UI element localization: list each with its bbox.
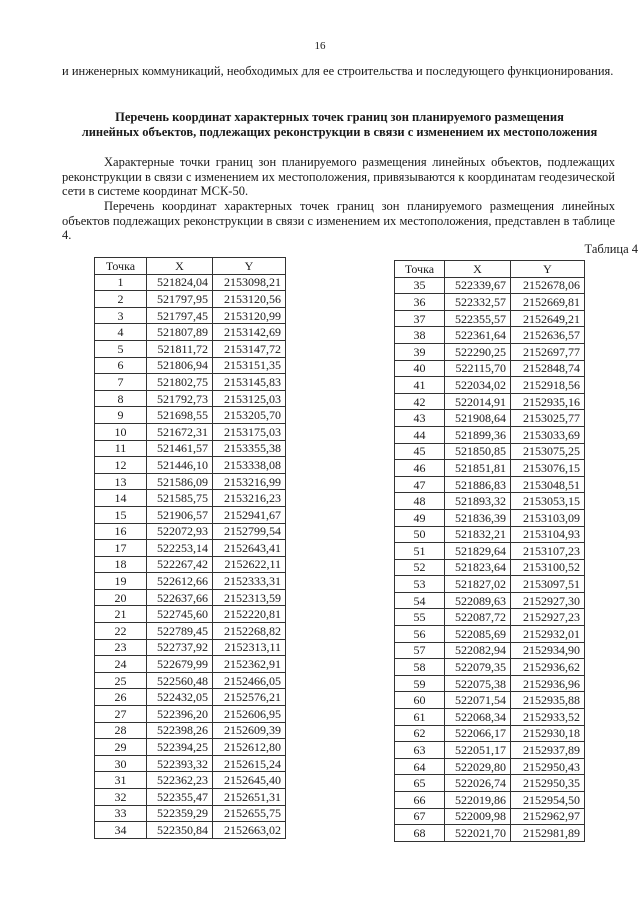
cell-point: 32	[95, 789, 147, 806]
intro-paragraph: и инженерных коммуникаций, необходимых для ее строительства и последующего функционирования.	[62, 64, 614, 78]
cell-point: 28	[95, 722, 147, 739]
cell-point: 65	[395, 775, 445, 792]
cell-x: 522394,25	[147, 739, 213, 756]
cell-y: 2153145,83	[213, 374, 286, 391]
table-row	[395, 377, 585, 394]
cell-point: 38	[395, 327, 445, 344]
cell-y: 2153120,56	[213, 291, 286, 308]
cell-y: 2153053,15	[511, 493, 585, 510]
cell-point: 44	[395, 426, 445, 443]
table-row	[95, 407, 286, 424]
cell-x: 522253,14	[147, 540, 213, 557]
cell-point: 53	[395, 576, 445, 593]
table-row	[95, 589, 286, 606]
table-row	[395, 659, 585, 676]
cell-y: 2152697,77	[511, 343, 585, 360]
cell-point: 56	[395, 626, 445, 643]
cell-point: 39	[395, 343, 445, 360]
cell-y: 2152576,21	[213, 689, 286, 706]
cell-x: 522051,17	[445, 742, 511, 759]
cell-x: 522612,66	[147, 573, 213, 590]
cell-point: 61	[395, 709, 445, 726]
table-row	[95, 457, 286, 474]
paragraph-coordinates-system: Характерные точки границ зон планируемого размещения линейных объектов, подлежащих реконструкции в связи с изменением их местоположения, привязываются к координатам геодезической сети в системе координат МСК-50.	[62, 155, 615, 198]
cell-x: 522637,66	[147, 589, 213, 606]
cell-point: 41	[395, 377, 445, 394]
table-row	[395, 725, 585, 742]
cell-y: 2152950,43	[511, 758, 585, 775]
cell-point: 55	[395, 609, 445, 626]
table-row	[395, 576, 585, 593]
cell-y: 2153355,38	[213, 440, 286, 457]
table-header-row	[95, 258, 286, 275]
cell-x: 522072,93	[147, 523, 213, 540]
table-row	[95, 423, 286, 440]
table-row	[95, 789, 286, 806]
cell-x: 521906,57	[147, 506, 213, 523]
cell-y: 2152932,01	[511, 626, 585, 643]
cell-x: 522355,47	[147, 789, 213, 806]
cell-point: 1	[95, 274, 147, 291]
cell-x: 522021,70	[445, 825, 511, 842]
cell-x: 522034,02	[445, 377, 511, 394]
table-row	[95, 556, 286, 573]
cell-point: 26	[95, 689, 147, 706]
cell-y: 2152606,95	[213, 706, 286, 723]
cell-x: 521446,10	[147, 457, 213, 474]
cell-y: 2153175,03	[213, 423, 286, 440]
cell-x: 522361,64	[445, 327, 511, 344]
table-row	[95, 523, 286, 540]
table-row	[95, 573, 286, 590]
cell-x: 521806,94	[147, 357, 213, 374]
cell-x: 522393,32	[147, 755, 213, 772]
cell-y: 2152669,81	[511, 294, 585, 311]
table-row	[95, 822, 286, 839]
table-row	[395, 775, 585, 792]
cell-y: 2152678,06	[511, 277, 585, 294]
cell-x: 522115,70	[445, 360, 511, 377]
cell-y: 2153147,72	[213, 340, 286, 357]
table-row	[395, 592, 585, 609]
cell-point: 42	[395, 393, 445, 410]
cell-point: 12	[95, 457, 147, 474]
cell-point: 45	[395, 443, 445, 460]
cell-y: 2153075,25	[511, 443, 585, 460]
table-row	[395, 360, 585, 377]
heading-line-1: Перечень координат характерных точек границ зон планируемого размещения	[115, 110, 564, 124]
table-row	[95, 540, 286, 557]
cell-y: 2152918,56	[511, 377, 585, 394]
cell-y: 2152935,88	[511, 692, 585, 709]
cell-y: 2152950,35	[511, 775, 585, 792]
cell-x: 522026,74	[445, 775, 511, 792]
cell-point: 8	[95, 390, 147, 407]
table-row	[95, 324, 286, 341]
cell-x: 522087,72	[445, 609, 511, 626]
cell-x: 521698,55	[147, 407, 213, 424]
cell-y: 2152927,23	[511, 609, 585, 626]
cell-x: 522789,45	[147, 623, 213, 640]
header-x: X	[147, 258, 213, 275]
cell-point: 16	[95, 523, 147, 540]
cell-point: 34	[95, 822, 147, 839]
cell-y: 2152954,50	[511, 792, 585, 809]
cell-x: 522082,94	[445, 642, 511, 659]
cell-x: 521829,64	[445, 543, 511, 560]
cell-x: 522432,05	[147, 689, 213, 706]
cell-y: 2153205,70	[213, 407, 286, 424]
table-row	[395, 410, 585, 427]
cell-y: 2152927,30	[511, 592, 585, 609]
cell-y: 2153103,09	[511, 509, 585, 526]
table-row	[95, 440, 286, 457]
cell-x: 521823,64	[445, 559, 511, 576]
header-y: Y	[511, 261, 585, 278]
paragraph-table-reference: Перечень координат характерных точек границ зон планируемого размещения линейных объектов подлежащих реконструкции в связи с изменением их местоположения, представлен в таблице 4.	[62, 199, 615, 242]
table-row	[395, 543, 585, 560]
cell-x: 521797,45	[147, 307, 213, 324]
table-row	[95, 340, 286, 357]
cell-y: 2153076,15	[511, 460, 585, 477]
cell-point: 7	[95, 374, 147, 391]
cell-y: 2152466,05	[213, 672, 286, 689]
cell-y: 2152933,52	[511, 709, 585, 726]
cell-y: 2152848,74	[511, 360, 585, 377]
cell-x: 522560,48	[147, 672, 213, 689]
table-row	[395, 476, 585, 493]
cell-x: 522398,26	[147, 722, 213, 739]
table-row	[395, 792, 585, 809]
cell-y: 2152663,02	[213, 822, 286, 839]
cell-point: 43	[395, 410, 445, 427]
table-row	[395, 393, 585, 410]
cell-point: 40	[395, 360, 445, 377]
cell-x: 522089,63	[445, 592, 511, 609]
cell-point: 52	[395, 559, 445, 576]
cell-point: 25	[95, 672, 147, 689]
table-row	[95, 490, 286, 507]
cell-x: 521811,72	[147, 340, 213, 357]
cell-point: 57	[395, 642, 445, 659]
table-row	[395, 692, 585, 709]
table-row	[395, 808, 585, 825]
cell-y: 2152934,90	[511, 642, 585, 659]
cell-x: 521908,64	[445, 410, 511, 427]
cell-y: 2152649,21	[511, 310, 585, 327]
cell-y: 2152962,97	[511, 808, 585, 825]
cell-point: 23	[95, 639, 147, 656]
section-heading	[62, 110, 617, 140]
cell-point: 54	[395, 592, 445, 609]
cell-x: 522350,84	[147, 822, 213, 839]
table-row	[395, 493, 585, 510]
header-y: Y	[213, 258, 286, 275]
cell-x: 522396,20	[147, 706, 213, 723]
table-row	[95, 606, 286, 623]
cell-point: 59	[395, 675, 445, 692]
cell-point: 11	[95, 440, 147, 457]
cell-x: 522079,35	[445, 659, 511, 676]
table-row	[95, 656, 286, 673]
cell-point: 68	[395, 825, 445, 842]
cell-point: 62	[395, 725, 445, 742]
cell-y: 2152612,80	[213, 739, 286, 756]
cell-x: 522339,67	[445, 277, 511, 294]
cell-point: 48	[395, 493, 445, 510]
cell-x: 521585,75	[147, 490, 213, 507]
cell-y: 2153104,93	[511, 526, 585, 543]
table-row	[395, 277, 585, 294]
cell-point: 60	[395, 692, 445, 709]
cell-x: 521461,57	[147, 440, 213, 457]
cell-point: 49	[395, 509, 445, 526]
cell-y: 2153120,99	[213, 307, 286, 324]
cell-x: 522009,98	[445, 808, 511, 825]
cell-y: 2152615,24	[213, 755, 286, 772]
cell-y: 2153142,69	[213, 324, 286, 341]
table-row	[95, 473, 286, 490]
cell-x: 522679,99	[147, 656, 213, 673]
cell-point: 17	[95, 540, 147, 557]
cell-point: 47	[395, 476, 445, 493]
cell-x: 521792,73	[147, 390, 213, 407]
cell-point: 46	[395, 460, 445, 477]
table-row	[95, 274, 286, 291]
table-row	[395, 343, 585, 360]
cell-point: 3	[95, 307, 147, 324]
cell-y: 2153048,51	[511, 476, 585, 493]
cell-y: 2152645,40	[213, 772, 286, 789]
cell-y: 2153025,77	[511, 410, 585, 427]
cell-point: 33	[95, 805, 147, 822]
cell-x: 522359,29	[147, 805, 213, 822]
cell-point: 37	[395, 310, 445, 327]
table-row	[395, 310, 585, 327]
table-row	[95, 772, 286, 789]
table-row	[95, 739, 286, 756]
cell-point: 36	[395, 294, 445, 311]
cell-x: 522066,17	[445, 725, 511, 742]
cell-point: 6	[95, 357, 147, 374]
table-header-row	[395, 261, 585, 278]
coordinates-table-right	[394, 260, 585, 842]
cell-point: 63	[395, 742, 445, 759]
cell-x: 521827,02	[445, 576, 511, 593]
cell-y: 2152930,18	[511, 725, 585, 742]
cell-x: 522290,25	[445, 343, 511, 360]
cell-point: 51	[395, 543, 445, 560]
cell-y: 2153216,23	[213, 490, 286, 507]
table-row	[395, 460, 585, 477]
table-row	[395, 642, 585, 659]
cell-x: 521850,85	[445, 443, 511, 460]
cell-x: 522355,57	[445, 310, 511, 327]
cell-y: 2152937,89	[511, 742, 585, 759]
cell-point: 5	[95, 340, 147, 357]
cell-y: 2153098,21	[213, 274, 286, 291]
cell-point: 24	[95, 656, 147, 673]
table-row	[95, 722, 286, 739]
cell-x: 522068,34	[445, 709, 511, 726]
cell-x: 521836,39	[445, 509, 511, 526]
cell-x: 521886,83	[445, 476, 511, 493]
cell-x: 522332,57	[445, 294, 511, 311]
cell-x: 522085,69	[445, 626, 511, 643]
heading-line-2: линейных объектов, подлежащих реконструкции в связи с изменением их местоположения	[81, 125, 598, 139]
cell-y: 2152935,16	[511, 393, 585, 410]
cell-x: 522737,92	[147, 639, 213, 656]
cell-y: 2152941,67	[213, 506, 286, 523]
table-row	[95, 307, 286, 324]
cell-y: 2152636,57	[511, 327, 585, 344]
cell-x: 521802,75	[147, 374, 213, 391]
cell-point: 50	[395, 526, 445, 543]
cell-y: 2152936,62	[511, 659, 585, 676]
cell-x: 522029,80	[445, 758, 511, 775]
table-row	[395, 294, 585, 311]
cell-point: 35	[395, 277, 445, 294]
table-row	[95, 689, 286, 706]
table-row	[395, 443, 585, 460]
cell-y: 2152220,81	[213, 606, 286, 623]
table-row	[95, 390, 286, 407]
cell-y: 2152643,41	[213, 540, 286, 557]
cell-y: 2152651,31	[213, 789, 286, 806]
cell-point: 4	[95, 324, 147, 341]
cell-y: 2153216,99	[213, 473, 286, 490]
cell-point: 10	[95, 423, 147, 440]
table-caption: Таблица 4	[584, 242, 638, 256]
table-row	[395, 758, 585, 775]
cell-point: 15	[95, 506, 147, 523]
cell-y: 2152362,91	[213, 656, 286, 673]
cell-x: 521672,31	[147, 423, 213, 440]
header-x: X	[445, 261, 511, 278]
cell-y: 2152313,59	[213, 589, 286, 606]
cell-x: 521797,95	[147, 291, 213, 308]
cell-y: 2152981,89	[511, 825, 585, 842]
cell-point: 58	[395, 659, 445, 676]
cell-point: 18	[95, 556, 147, 573]
header-point: Точка	[395, 261, 445, 278]
cell-y: 2153151,35	[213, 357, 286, 374]
cell-point: 29	[95, 739, 147, 756]
cell-y: 2152655,75	[213, 805, 286, 822]
table-row	[395, 526, 585, 543]
cell-x: 521824,04	[147, 274, 213, 291]
cell-point: 9	[95, 407, 147, 424]
table-row	[95, 805, 286, 822]
cell-x: 522075,38	[445, 675, 511, 692]
cell-point: 30	[95, 755, 147, 772]
cell-x: 521807,89	[147, 324, 213, 341]
cell-point: 64	[395, 758, 445, 775]
table-row	[395, 742, 585, 759]
cell-x: 522014,91	[445, 393, 511, 410]
cell-y: 2152609,39	[213, 722, 286, 739]
table-row	[95, 623, 286, 640]
table-row	[95, 706, 286, 723]
cell-y: 2152936,96	[511, 675, 585, 692]
cell-x: 522019,86	[445, 792, 511, 809]
table-row	[395, 559, 585, 576]
cell-x: 522071,54	[445, 692, 511, 709]
cell-x: 521851,81	[445, 460, 511, 477]
page-number: 16	[314, 40, 326, 52]
cell-point: 67	[395, 808, 445, 825]
cell-y: 2153033,69	[511, 426, 585, 443]
cell-point: 21	[95, 606, 147, 623]
cell-x: 521899,36	[445, 426, 511, 443]
cell-point: 14	[95, 490, 147, 507]
table-row	[95, 374, 286, 391]
cell-point: 27	[95, 706, 147, 723]
cell-x: 521832,21	[445, 526, 511, 543]
header-point: Точка	[95, 258, 147, 275]
cell-y: 2153107,23	[511, 543, 585, 560]
cell-x: 521586,09	[147, 473, 213, 490]
cell-y: 2152333,31	[213, 573, 286, 590]
cell-point: 13	[95, 473, 147, 490]
table-row	[95, 672, 286, 689]
cell-point: 31	[95, 772, 147, 789]
cell-x: 521893,32	[445, 493, 511, 510]
cell-x: 522362,23	[147, 772, 213, 789]
cell-point: 19	[95, 573, 147, 590]
table-row	[395, 509, 585, 526]
cell-y: 2152799,54	[213, 523, 286, 540]
table-row	[395, 426, 585, 443]
cell-point: 2	[95, 291, 147, 308]
cell-point: 66	[395, 792, 445, 809]
table-row	[395, 327, 585, 344]
table-row	[395, 709, 585, 726]
table-row	[95, 639, 286, 656]
cell-x: 522745,60	[147, 606, 213, 623]
cell-point: 20	[95, 589, 147, 606]
cell-y: 2153125,03	[213, 390, 286, 407]
table-row	[395, 675, 585, 692]
table-row	[395, 609, 585, 626]
cell-y: 2153100,52	[511, 559, 585, 576]
table-row	[95, 506, 286, 523]
cell-x: 522267,42	[147, 556, 213, 573]
table-row	[95, 357, 286, 374]
table-row	[95, 291, 286, 308]
table-row	[395, 825, 585, 842]
coordinates-table-left	[94, 257, 286, 839]
cell-y: 2152268,82	[213, 623, 286, 640]
cell-y: 2153097,51	[511, 576, 585, 593]
table-row	[95, 755, 286, 772]
cell-y: 2152313,11	[213, 639, 286, 656]
table-row	[395, 626, 585, 643]
cell-point: 22	[95, 623, 147, 640]
cell-y: 2153338,08	[213, 457, 286, 474]
cell-y: 2152622,11	[213, 556, 286, 573]
